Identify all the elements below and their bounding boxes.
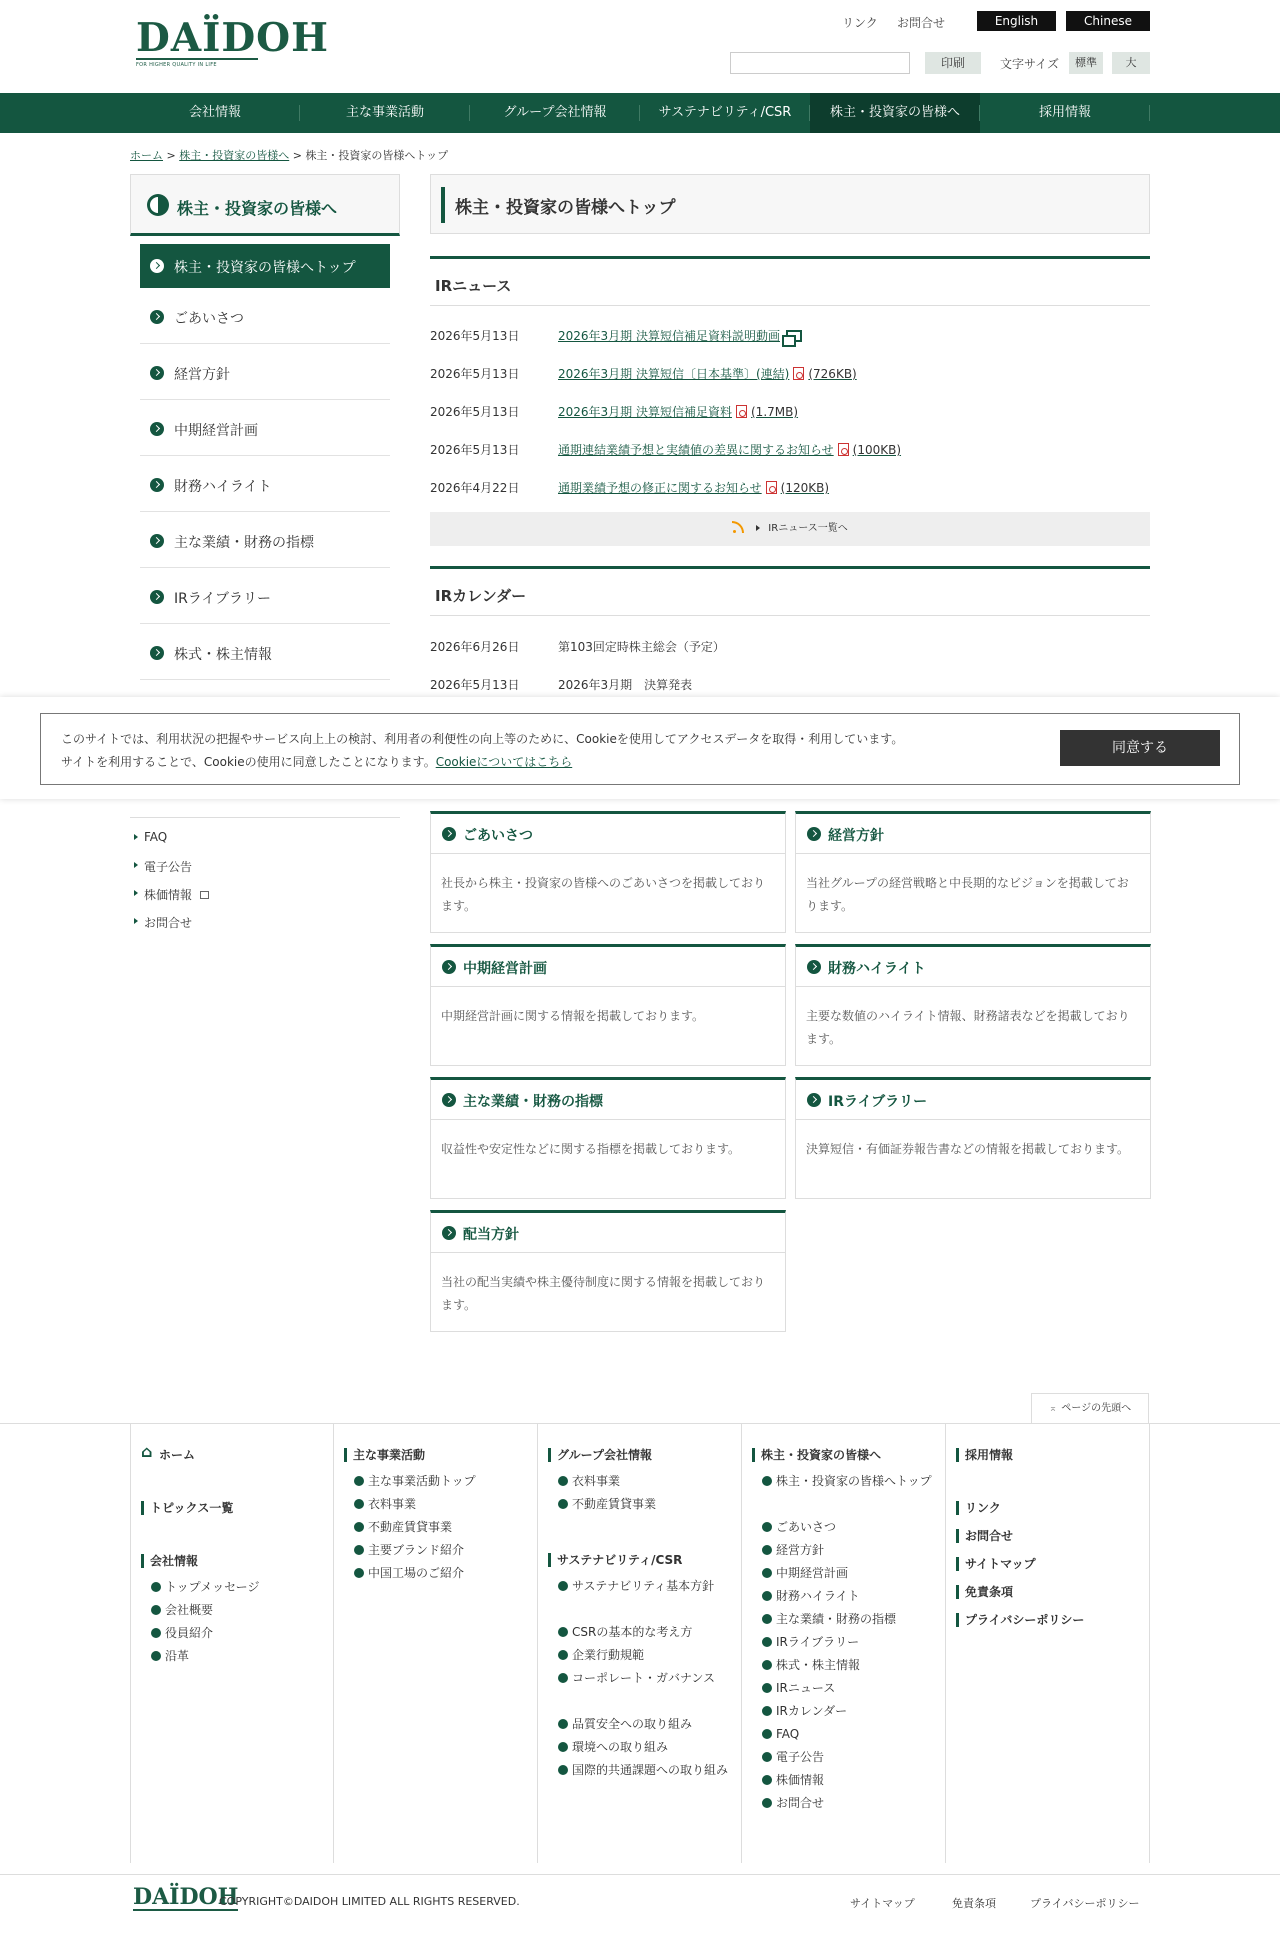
daidoh-logo[interactable] — [136, 15, 329, 72]
footer-link[interactable]: 環境への取り組み — [558, 1736, 728, 1759]
sidebar-title: 株主・投資家の皆様へ — [177, 199, 338, 218]
footer-contact-link[interactable]: お問合せ — [956, 1529, 1013, 1543]
sidebar-item-label: 主な業績・財務の指標 — [174, 535, 314, 551]
footer-col-5 — [946, 1423, 1150, 1863]
footer-link[interactable]: 経営方針 — [762, 1539, 932, 1562]
chevron-right-icon — [150, 310, 164, 324]
news-item — [430, 441, 1150, 461]
footer-links-link[interactable]: リンク — [956, 1501, 1001, 1515]
chevron-right-icon — [150, 478, 164, 492]
footer-link[interactable]: 役員紹介 — [151, 1622, 321, 1645]
footer-link[interactable]: FAQ — [762, 1723, 932, 1746]
footer-link[interactable]: ごあいさつ — [762, 1516, 932, 1539]
calendar-date: 2026年6月26日 — [430, 640, 520, 654]
bottom-disclaimer-link[interactable]: 免責条項 — [952, 1897, 996, 1910]
footer-link[interactable]: 衣料事業 — [558, 1470, 728, 1493]
footer-link[interactable]: 中期経営計画 — [762, 1562, 932, 1585]
news-title: 2026年3月期 決算短信〔日本基準〕(連結) — [558, 367, 790, 381]
card-title: ごあいさつ — [463, 828, 533, 844]
rss-icon — [732, 521, 744, 533]
breadcrumb-parent[interactable]: 株主・投資家の皆様へ — [179, 149, 290, 162]
font-size-large-button[interactable]: 大 — [1112, 52, 1150, 74]
footer-col-4 — [742, 1423, 946, 1863]
news-item — [430, 479, 1150, 499]
cookie-line1: このサイトでは、利用状況の把握やサービス向上上の検討、利用者の利便性の向上等のために、Cookieを使用してアクセスデータを取得・利用しています。 — [61, 732, 904, 746]
card-description: 収益性や安定性などに関する指標を掲載しております。 — [441, 1142, 741, 1156]
footer-link[interactable]: 主要ブランド紹介 — [354, 1539, 524, 1562]
footer-col-3 — [538, 1423, 742, 1863]
card-description: 決算短信・有価証券報告書などの情報を掲載しております。 — [806, 1142, 1130, 1156]
news-link[interactable] — [558, 479, 829, 496]
logo-text: DAÏDOH — [136, 15, 329, 61]
file-size: (120KB) — [780, 481, 830, 495]
footer-link[interactable]: 衣料事業 — [354, 1493, 524, 1516]
bottom-privacy-link[interactable]: プライバシーポリシー — [1030, 1897, 1140, 1910]
card-description: 社長から株主・投資家の皆様へのごあいさつを掲載しております。 — [441, 876, 766, 913]
footer-privacy-link[interactable]: プライバシーポリシー — [956, 1613, 1084, 1627]
news-date: 2026年5月13日 — [430, 329, 520, 343]
sidebar-item-stock[interactable] — [140, 624, 390, 680]
sidebar-item-ir-top[interactable] — [140, 244, 390, 288]
bottom-sitemap-link[interactable]: サイトマップ — [850, 1897, 915, 1910]
ir-news-list-link[interactable] — [430, 512, 1150, 546]
footer-logo[interactable]: DAÏDOH — [133, 1884, 239, 1910]
footer-csr-link[interactable]: サステナビリティ/CSR — [548, 1553, 682, 1567]
footer-link[interactable]: 主な業績・財務の指標 — [762, 1608, 932, 1631]
footer-link[interactable]: サステナビリティ基本方針 — [558, 1575, 728, 1598]
footer-disclaimer-link[interactable]: 免責条項 — [956, 1585, 1013, 1599]
news-title: 2026年3月期 決算短信補足資料説明動画 — [558, 329, 780, 343]
footer-sitemap-link[interactable]: サイトマップ — [956, 1557, 1036, 1571]
card-title: IRライブラリー — [828, 1094, 928, 1110]
footer-topics-link[interactable]: トピックス一覧 — [141, 1501, 233, 1515]
nav-company[interactable]: 会社情報 — [130, 93, 300, 133]
footer-link[interactable]: 主な事業活動トップ — [354, 1470, 524, 1493]
search-input[interactable] — [730, 52, 910, 74]
sidebar-item-indicators[interactable] — [140, 512, 390, 568]
cookie-agree-button[interactable]: 同意する — [1060, 730, 1220, 766]
footer-link[interactable]: 品質安全への取り組み — [558, 1713, 728, 1736]
sidebar-item-label: ごあいさつ — [174, 311, 244, 327]
sidebar-item-label: 株式・株主情報 — [174, 647, 272, 663]
cookie-text — [61, 728, 1041, 774]
breadcrumb-sep: > — [166, 149, 176, 162]
header-link-contact[interactable]: お問合せ — [897, 16, 946, 30]
footer-link[interactable]: IRライブラリー — [762, 1631, 932, 1654]
bottom-bar — [0, 1874, 1280, 1934]
sidebar-item-label: 株主・投資家の皆様へトップ — [174, 260, 356, 276]
footer-link[interactable]: 株式・株主情報 — [762, 1654, 932, 1677]
chevron-right-icon — [150, 366, 164, 380]
sidebar-link-faq[interactable]: FAQ — [130, 830, 400, 858]
card-title: 中期経営計画 — [463, 961, 547, 977]
sidebar-link-stock-price[interactable] — [130, 886, 400, 914]
footer-link[interactable]: コーポレート・ガバナンス — [558, 1667, 728, 1690]
ir-news-heading — [430, 256, 1150, 306]
footer-link[interactable]: IRニュース — [762, 1677, 932, 1700]
chevron-right-icon — [807, 960, 821, 974]
chevron-right-icon — [807, 1093, 821, 1107]
card-title: 経営方針 — [828, 828, 884, 844]
chevron-right-icon — [807, 827, 821, 841]
sidebar-link-contact[interactable]: お問合せ — [130, 914, 400, 942]
breadcrumb — [130, 147, 448, 163]
card-plan[interactable] — [430, 944, 786, 1066]
chevron-right-icon — [150, 646, 164, 660]
external-window-icon — [200, 891, 209, 899]
cookie-policy-link[interactable]: Cookieについてはこちら — [435, 755, 573, 769]
card-description: 主要な数値のハイライト情報、財務諸表などを掲載しております。 — [806, 1009, 1130, 1046]
ir-calendar-heading — [430, 566, 1150, 616]
global-nav — [0, 93, 1280, 133]
english-button[interactable]: English — [977, 11, 1056, 31]
nav-csr[interactable]: サステナビリティ/CSR — [640, 93, 810, 133]
breadcrumb-sep: > — [292, 149, 302, 162]
nav-business[interactable]: 主な事業活動 — [300, 93, 470, 133]
font-size-normal-button[interactable]: 標準 — [1069, 52, 1103, 74]
nav-ir[interactable]: 株主・投資家の皆様へ — [810, 93, 980, 133]
sidebar-item-highlight[interactable] — [140, 456, 390, 512]
cookie-box — [40, 713, 1240, 785]
card-description: 当社グループの経営戦略と中長期的なビジョンを掲載しております。 — [806, 876, 1129, 913]
news-link[interactable] — [558, 403, 798, 420]
pdf-icon — [793, 367, 804, 380]
card-dividend[interactable] — [430, 1210, 786, 1332]
footer-link[interactable]: 株価情報 — [762, 1769, 932, 1792]
news-link[interactable] — [558, 441, 901, 458]
file-size: (100KB) — [852, 443, 902, 457]
footer-link[interactable]: 国際的共通課題への取り組み — [558, 1759, 728, 1782]
print-button[interactable]: 印刷 — [925, 52, 981, 74]
header-link-links[interactable]: リンク — [842, 16, 878, 30]
sidebar-item-greeting[interactable] — [140, 288, 390, 344]
footer-group-link[interactable]: グループ会社情報 — [548, 1448, 652, 1462]
news-date: 2026年5月13日 — [430, 443, 520, 457]
chinese-button[interactable]: Chinese — [1066, 11, 1150, 31]
footer-link[interactable]: トップメッセージ — [151, 1576, 321, 1599]
nav-group[interactable]: グループ会社情報 — [470, 93, 640, 133]
sidebar-sub-links — [130, 817, 400, 942]
calendar-date: 2026年5月13日 — [430, 678, 520, 692]
nav-recruit[interactable]: 採用情報 — [980, 93, 1150, 133]
file-size: (1.7MB) — [751, 405, 799, 419]
footer-link[interactable]: 不動産賃貸事業 — [354, 1516, 524, 1539]
card-title: 主な業績・財務の指標 — [463, 1094, 603, 1110]
sidebar-item-plan[interactable] — [140, 400, 390, 456]
video-window-icon — [786, 330, 802, 342]
footer-recruit-link[interactable]: 採用情報 — [956, 1448, 1013, 1462]
card-highlight[interactable] — [795, 944, 1151, 1066]
news-link[interactable] — [558, 365, 857, 382]
pdf-icon — [766, 481, 777, 494]
chevron-right-icon — [442, 827, 456, 841]
calendar-event: 第103回定時株主総会（予定） — [558, 640, 725, 654]
footer-link[interactable]: CSRの基本的な考え方 — [558, 1621, 728, 1644]
news-item — [430, 327, 1150, 347]
page-title-text: 株主・投資家の皆様へトップ — [455, 198, 676, 218]
sidebar-link-label: 株価情報 — [144, 888, 193, 902]
footer-business-link[interactable]: 主な事業活動 — [344, 1448, 425, 1462]
card-library[interactable] — [795, 1077, 1151, 1199]
news-title: 通期連結業績予想と実績値の差異に関するお知らせ — [558, 443, 834, 457]
sidebar-item-policy[interactable] — [140, 344, 390, 400]
footer-ir-link[interactable]: 株主・投資家の皆様へ — [752, 1448, 881, 1462]
pdf-icon — [736, 405, 747, 418]
news-more-label: IRニュース一覧へ — [768, 523, 848, 534]
sidebar-menu — [130, 236, 400, 680]
news-date: 2026年5月13日 — [430, 367, 520, 381]
footer-company-link[interactable]: 会社情報 — [141, 1554, 198, 1568]
chevron-right-icon — [442, 1226, 456, 1240]
sidebar-item-label: 中期経営計画 — [174, 423, 258, 439]
section-title: IRニュース — [435, 277, 512, 295]
sidebar-item-label: IRライブラリー — [174, 591, 272, 607]
sidebar-header — [130, 174, 400, 236]
card-greeting[interactable] — [430, 811, 786, 933]
footer-link[interactable]: 不動産賃貸事業 — [558, 1493, 728, 1516]
logo-tagline: FOR HIGHER QUALITY IN LIFE — [136, 58, 258, 68]
footer-link[interactable]: 中国工場のご紹介 — [354, 1562, 524, 1585]
news-date: 2026年4月22日 — [430, 481, 520, 495]
cookie-banner — [0, 697, 1280, 799]
news-title: 2026年3月期 決算短信補足資料 — [558, 405, 732, 419]
footer-link[interactable]: 財務ハイライト — [762, 1585, 932, 1608]
footer-col-1 — [130, 1423, 334, 1863]
chevron-right-icon — [442, 960, 456, 974]
news-link[interactable] — [558, 327, 802, 344]
file-size: (726KB) — [808, 367, 857, 381]
pie-chart-icon — [147, 194, 169, 216]
page-title — [430, 174, 1150, 234]
card-description: 当社の配当実績や株主優待制度に関する情報を掲載しております。 — [441, 1275, 766, 1312]
footer-col-2 — [334, 1423, 538, 1863]
card-policy[interactable] — [795, 811, 1151, 933]
chevron-right-icon — [150, 259, 164, 273]
footer-home-link[interactable]: ⌂ ホーム — [141, 1448, 195, 1462]
news-item — [430, 365, 1150, 385]
footer-link[interactable]: 株主・投資家の皆様へトップ — [762, 1470, 932, 1493]
sidebar-item-label: 経営方針 — [174, 367, 230, 383]
calendar-event: 2026年3月期 決算発表 — [558, 678, 693, 692]
footer-link[interactable]: 会社概要 — [151, 1599, 321, 1622]
section-title: IRカレンダー — [435, 587, 527, 605]
chevron-right-icon — [442, 1093, 456, 1107]
site-header — [0, 0, 1280, 93]
chevron-right-icon — [150, 590, 164, 604]
page-top-button[interactable]: ⌅ ページの先頭へ — [1031, 1393, 1149, 1423]
card-indicators[interactable] — [430, 1077, 786, 1199]
footer-link[interactable]: 企業行動規範 — [558, 1644, 728, 1667]
chevron-right-icon — [150, 422, 164, 436]
footer-link[interactable]: 電子公告 — [762, 1746, 932, 1769]
arrow-right-icon — [756, 525, 760, 531]
sidebar-item-library[interactable] — [140, 568, 390, 624]
pdf-icon — [838, 443, 849, 456]
breadcrumb-current: 株主・投資家の皆様へトップ — [305, 149, 449, 162]
news-item — [430, 403, 1150, 423]
sidebar-link-e-notice[interactable]: 電子公告 — [130, 858, 400, 886]
card-description: 中期経営計画に関する情報を掲載しております。 — [441, 1009, 705, 1023]
sidebar-item-label: 財務ハイライト — [174, 479, 272, 495]
cookie-line2: サイトを利用することで、Cookieの使用に同意したことになります。 — [61, 755, 436, 769]
card-title: 財務ハイライト — [828, 961, 926, 977]
footer-link[interactable]: IRカレンダー — [762, 1700, 932, 1723]
news-date: 2026年5月13日 — [430, 405, 520, 419]
breadcrumb-home[interactable]: ホーム — [130, 149, 163, 162]
chevron-right-icon — [150, 534, 164, 548]
font-size-label: 文字サイズ — [1000, 57, 1060, 71]
footer-link[interactable]: お問合せ — [762, 1792, 932, 1815]
news-title: 通期業績予想の修正に関するお知らせ — [558, 481, 762, 495]
footer-link[interactable]: 沿革 — [151, 1645, 321, 1668]
copyright: COPYRIGHT©DAIDOH LIMITED ALL RIGHTS RESERVED. — [219, 1895, 520, 1908]
card-title: 配当方針 — [463, 1227, 519, 1243]
